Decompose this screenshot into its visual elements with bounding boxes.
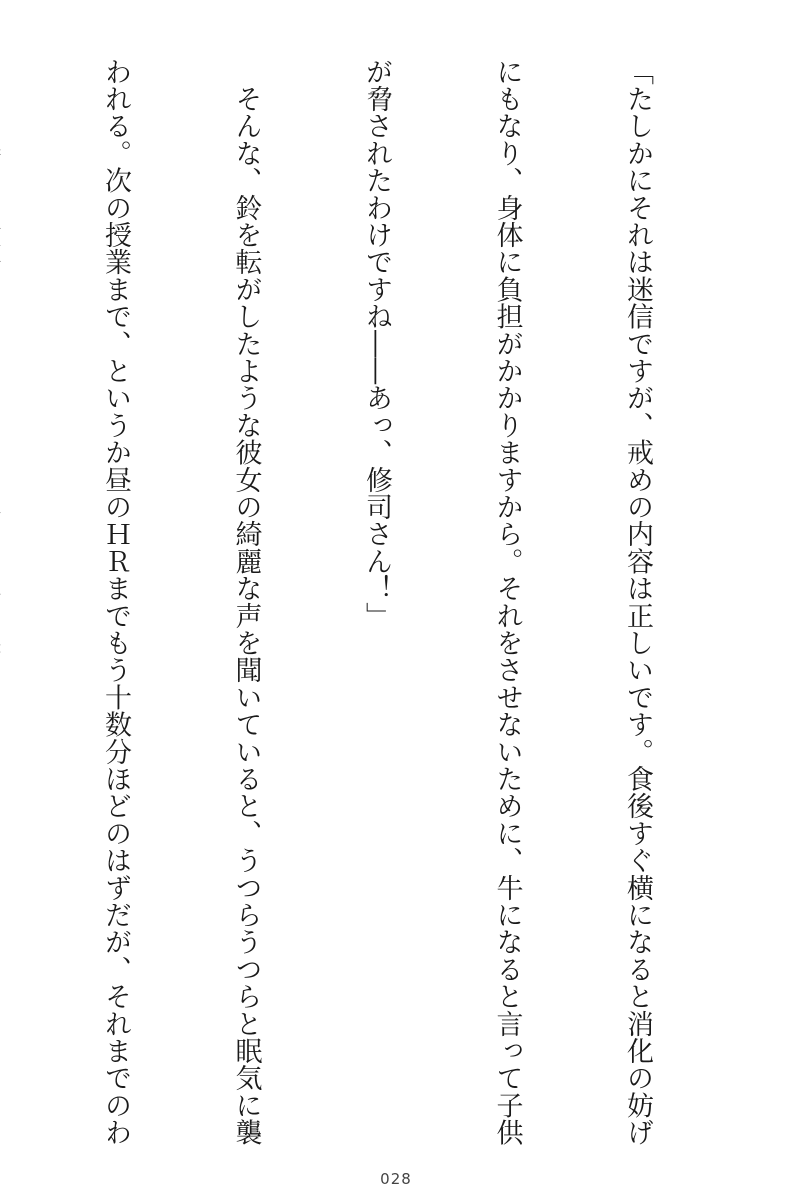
page-number: 028 bbox=[380, 1170, 412, 1188]
text-line: 「たしかにそれは迷信ですが、戒めの内容は正しいです。食後すぐ横になると消化の妨げ bbox=[622, 58, 653, 1146]
text-line: にもなり、身体に負担がかかりますから。それをさせないために、牛になると言って子供 bbox=[491, 58, 523, 1146]
text-line: われる。次の授業まで、というか昼のＨＲまでもう十数分ほどのはずだが、それまでのわ bbox=[100, 58, 131, 1146]
text-line: そんな、鈴を転がしたような彼女の綺麗な声を聞いていると、うつらうつらと眠気に襲 bbox=[230, 58, 262, 1146]
text-line: が脅されたわけですね――あっ、修司さん！」 bbox=[361, 58, 392, 630]
vertical-text-body bbox=[0, 58, 746, 1146]
text-line bbox=[0, 58, 7, 878]
